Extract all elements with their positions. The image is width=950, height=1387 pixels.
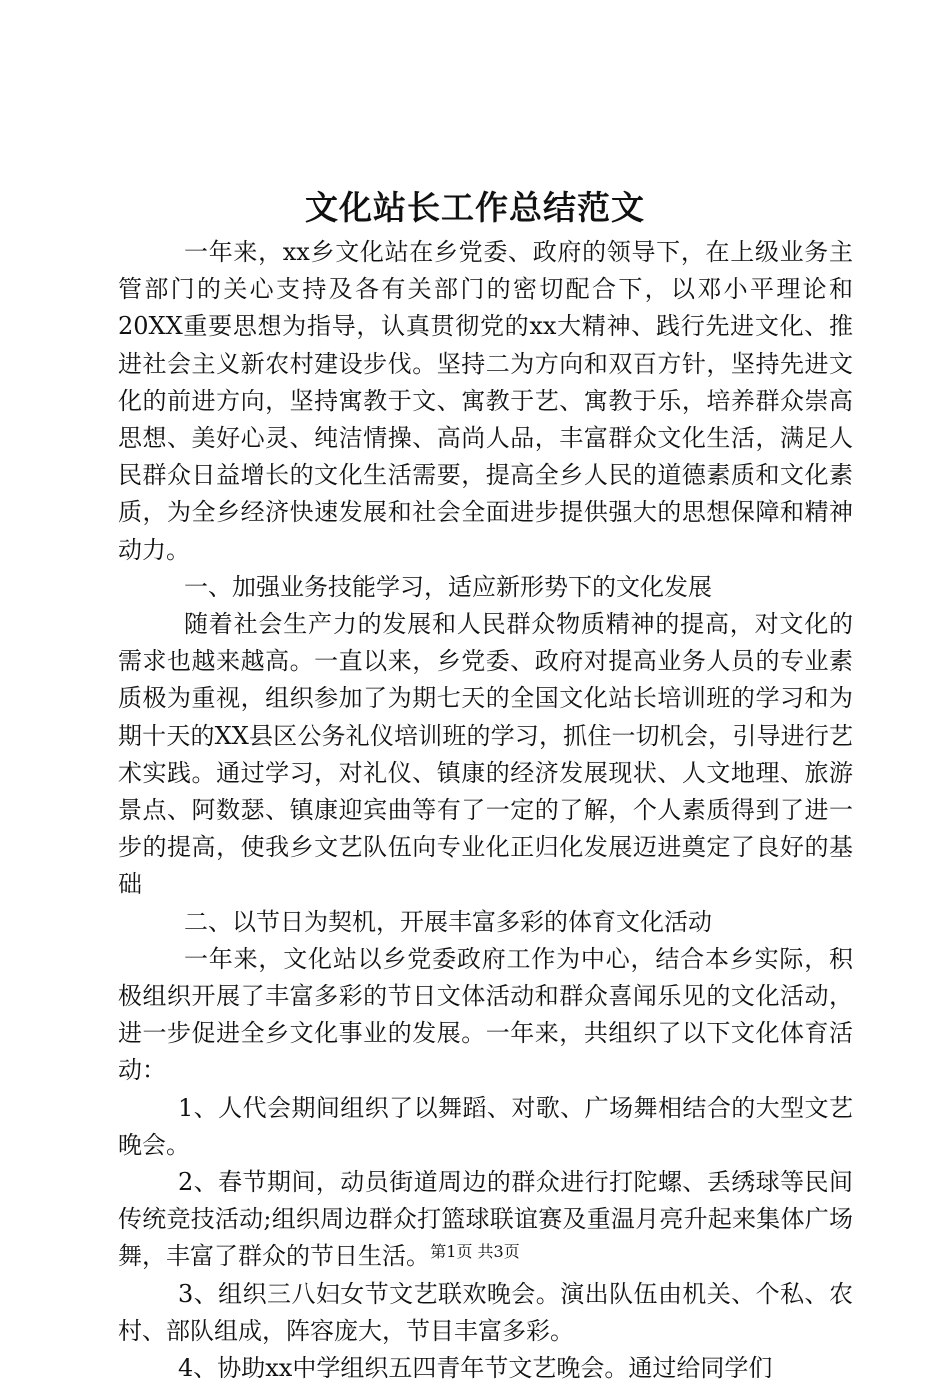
paragraph-intro: 一年来，xx乡文化站在乡党委、政府的领导下，在上级业务主管部门的关心支持及各有关部门的密切配合下，以邓小平理论和20XX重要思想为指导，认真贯彻党的xx大精神、践行先进文化、推进社会主义新农村建设步伐。坚持二为方向和双百方针，坚持先进文化的前进方向，坚持寓教于文、寓教于艺、寓教于乐，培养群众崇高思想、美好心灵、纯洁情操、高尚人品，丰富群众文化生活，满足人民群众日益增长的文化生活需要，提高全乡人民的道德素质和文化素质，为全乡经济快速发展和社会全面进步提供强大的思想保障和精神动力。 bbox=[118, 238, 853, 564]
section-heading-1: 一、加强业务技能学习，适应新形势下的文化发展 bbox=[184, 572, 712, 601]
list-item-1: 1、人代会期间组织了以舞蹈、对歌、广场舞相结合的大型文艺晚会。 bbox=[118, 1093, 853, 1159]
paragraph-section-1: 随着社会生产力的发展和人民群众物质精神的提高，对文化的需求也越来越高。一直以来，乡党委、政府对提高业务人员的专业素质极为重视，组织参加了为期七天的全国文化站长培训班的学习和为期十天的XX县区公务礼仪培训班的学习，抓住一切机会，引导进行艺术实践。通过学习，对礼仪、镇康的经济发展现状、人文地理、旅游景点、阿数瑟、镇康迎宾曲等有了一定的了解，个人素质得到了进一步的提高，使我乡文艺队伍向专业化正归化发展迈进奠定了良好的基础 bbox=[118, 610, 853, 899]
document-body bbox=[118, 234, 853, 1387]
section-heading-2: 二、以节日为契机，开展丰富多彩的体育文化活动 bbox=[184, 907, 712, 936]
list-item-4: 4、协助xx中学组织五四青年节文艺晚会。通过给同学们 bbox=[178, 1354, 773, 1383]
page-footer: 第1页 共3页 bbox=[430, 1242, 520, 1261]
list-item-3: 3、组织三八妇女节文艺联欢晚会。演出队伍由机关、个私、农村、部队组成，阵容庞大，节目丰富多彩。 bbox=[118, 1279, 853, 1345]
list-item-2: 2、春节期间，动员街道周边的群众进行打陀螺、丢绣球等民间传统竞技活动;组织周边群众打篮球联谊赛及重温月亮升起来集体广场舞，丰富了群众的节日生活。 bbox=[118, 1168, 853, 1271]
document-title: 文化站长工作总结范文 bbox=[305, 188, 645, 227]
paragraph-section-2: 一年来，文化站以乡党委政府工作为中心，结合本乡实际，积极组织开展了丰富多彩的节日文体活动和群众喜闻乐见的文化活动，进一步促进全乡文化事业的发展。一年来，共组织了以下文化体育活动： bbox=[118, 944, 853, 1085]
